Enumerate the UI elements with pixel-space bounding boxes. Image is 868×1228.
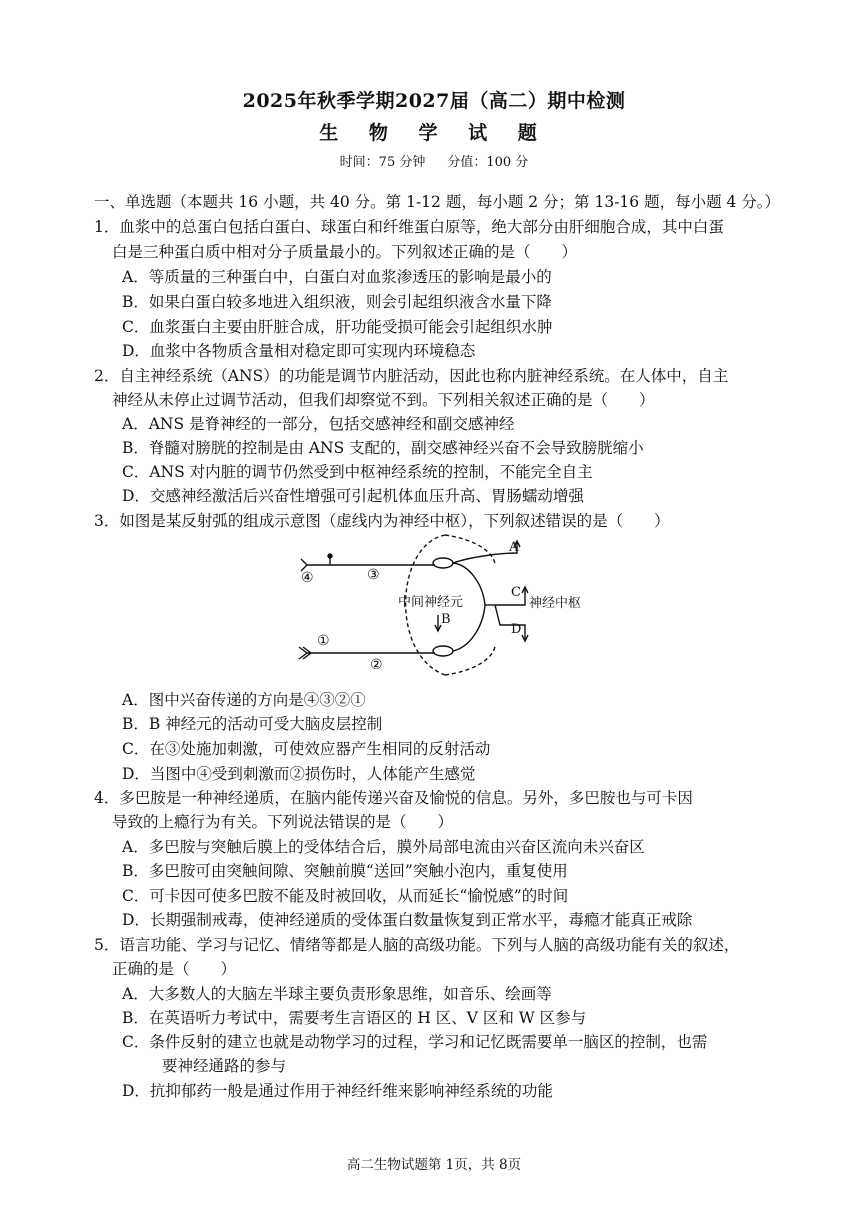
section-heading: 一、单选题（本题共 16 小题，共 40 分。第 1-12 题，每小题 2 分；第 13-16 题，每小题 4 分。） (94, 193, 781, 211)
question-4-option-d: D．长期强制戒毒，使神经递质的受体蛋白数量恢复到正常水平，毒瘾才能真正戒除 (122, 911, 693, 929)
synapse-dot (328, 554, 332, 558)
question-4-option-b: B．多巴胺可由突触间隙、突触前膜“送回”突触小泡内，重复使用 (122, 862, 568, 880)
question-3-option-b: B．B 神经元的活动可受大脑皮层控制 (122, 715, 383, 733)
question-4-line-2: 导致的上瘾行为有关。下列说法错误的是（ ） (112, 813, 454, 831)
label-2: ② (370, 657, 383, 673)
label-interneuron: 中间神经元 (398, 595, 464, 610)
question-4-option-c: C．可卡因可使多巴胺不能及时被回收，从而延长“愉悦感”的时间 (122, 887, 569, 905)
question-3-option-d: D．当图中④受到刺激而②损伤时，人体能产生感觉 (122, 765, 476, 783)
exam-meta (0, 151, 868, 170)
question-3-line-1: 3．如图是某反射弧的组成示意图（虚线内为神经中枢），下列叙述错误的是（ ） (94, 512, 670, 530)
question-5-option-b: B．在英语听力考试中，需要考生言语区的 H 区、V 区和 W 区参与 (122, 1009, 587, 1027)
total-score: 分值：100 分 (447, 155, 529, 170)
exam-title: 2025年秋季学期2027届（高二）期中检测 (242, 90, 626, 112)
question-2-line-1: 2．自主神经系统（ANS）的功能是调节内脏活动，因此也称内脏神经系统。在人体中，自主 (94, 367, 729, 385)
neuron-body-top (433, 558, 453, 568)
question-1-option-c: C．血浆蛋白主要由肝脏合成，肝功能受损可能会引起组织水肿 (122, 318, 553, 336)
label-d: D (511, 622, 522, 637)
question-5-option-c: C．条件反射的建立也就是动物学习的过程，学习和记忆既需要单一脑区的控制，也需 (122, 1033, 708, 1051)
question-1-line-1: 1．血浆中的总蛋白包括白蛋白、球蛋白和纤维蛋白原等，绝大部分由肝细胞合成，其中白蛋 (94, 218, 724, 236)
question-5-line-1: 5．语言功能、学习与记忆、情绪等都是人脑的高级功能。下列与人脑的高级功能有关的叙述， (94, 936, 740, 954)
subject-title: 生 物 学 试 题 (319, 122, 549, 144)
question-3-option-a: A．图中兴奋传递的方向是④③②① (122, 691, 366, 709)
label-1: ① (317, 633, 330, 649)
question-2-option-a: A．ANS 是脊神经的一部分，包括交感神经和副交感神经 (122, 415, 515, 433)
page-footer: 高二生物试题第 1页，共 8页 (346, 1157, 522, 1173)
question-2-line-2: 神经从未停止过调节活动，但我们却察觉不到。下列相关叙述正确的是（ ） (112, 391, 655, 409)
label-b: B (441, 612, 451, 627)
question-1-option-b: B．如果白蛋白较多地进入组织液，则会引起组织液含水量下降 (122, 293, 552, 311)
neuron-body-bottom (433, 646, 453, 656)
question-5-option-d: D．抗抑郁药一般是通过作用于神经纤维来影响神经系统的功能 (122, 1082, 553, 1100)
path-a (453, 543, 517, 563)
label-center: 神经中枢 (529, 596, 582, 611)
question-2-option-d: D．交感神经激活后兴奋性增强可引起机体血压升高、胃肠蠕动增强 (122, 487, 584, 505)
question-1-line-2: 白是三种蛋白质中相对分子质量最小的。下列叙述正确的是（ ） (112, 243, 578, 261)
question-5-line-2: 正确的是（ ） (112, 960, 237, 978)
time-limit: 时间：75 分钟 (339, 155, 426, 170)
label-4: ④ (301, 570, 314, 586)
question-4-line-1: 4．多巴胺是一种神经递质，在脑内能传递兴奋及愉悦的信息。另外，多巴胺也与可卡因 (94, 789, 693, 807)
question-2-option-c: C．ANS 对内脏的调节仍然受到中枢神经系统的控制，不能完全自主 (122, 463, 593, 481)
question-2-option-b: B．脊髓对膀胱的控制是由 ANS 支配的，副交感神经兴奋不会导致膀胱缩小 (122, 439, 644, 457)
question-1-option-a: A．等质量的三种蛋白中，白蛋白对血浆渗透压的影响是最小的 (122, 268, 552, 286)
question-5-option-a: A．大多数人的大脑左半球主要负责形象思维，如音乐、绘画等 (122, 985, 552, 1003)
reflex-arc-diagram (295, 535, 582, 677)
question-4-option-a: A．多巴胺与突触后膜上的受体结合后，膜外局部电流由兴奋区流向未兴奋区 (122, 838, 645, 856)
question-3-option-c: C．在③处施加刺激，可使效应器产生相同的反射活动 (122, 740, 491, 758)
label-a: A (509, 540, 519, 555)
question-5-option-c-cont: 要神经通路的参与 (162, 1057, 287, 1075)
label-3: ③ (367, 567, 380, 583)
label-c: C (511, 585, 521, 600)
question-1-option-d: D．血浆中各物质含量相对稳定即可实现内环境稳态 (122, 342, 476, 360)
